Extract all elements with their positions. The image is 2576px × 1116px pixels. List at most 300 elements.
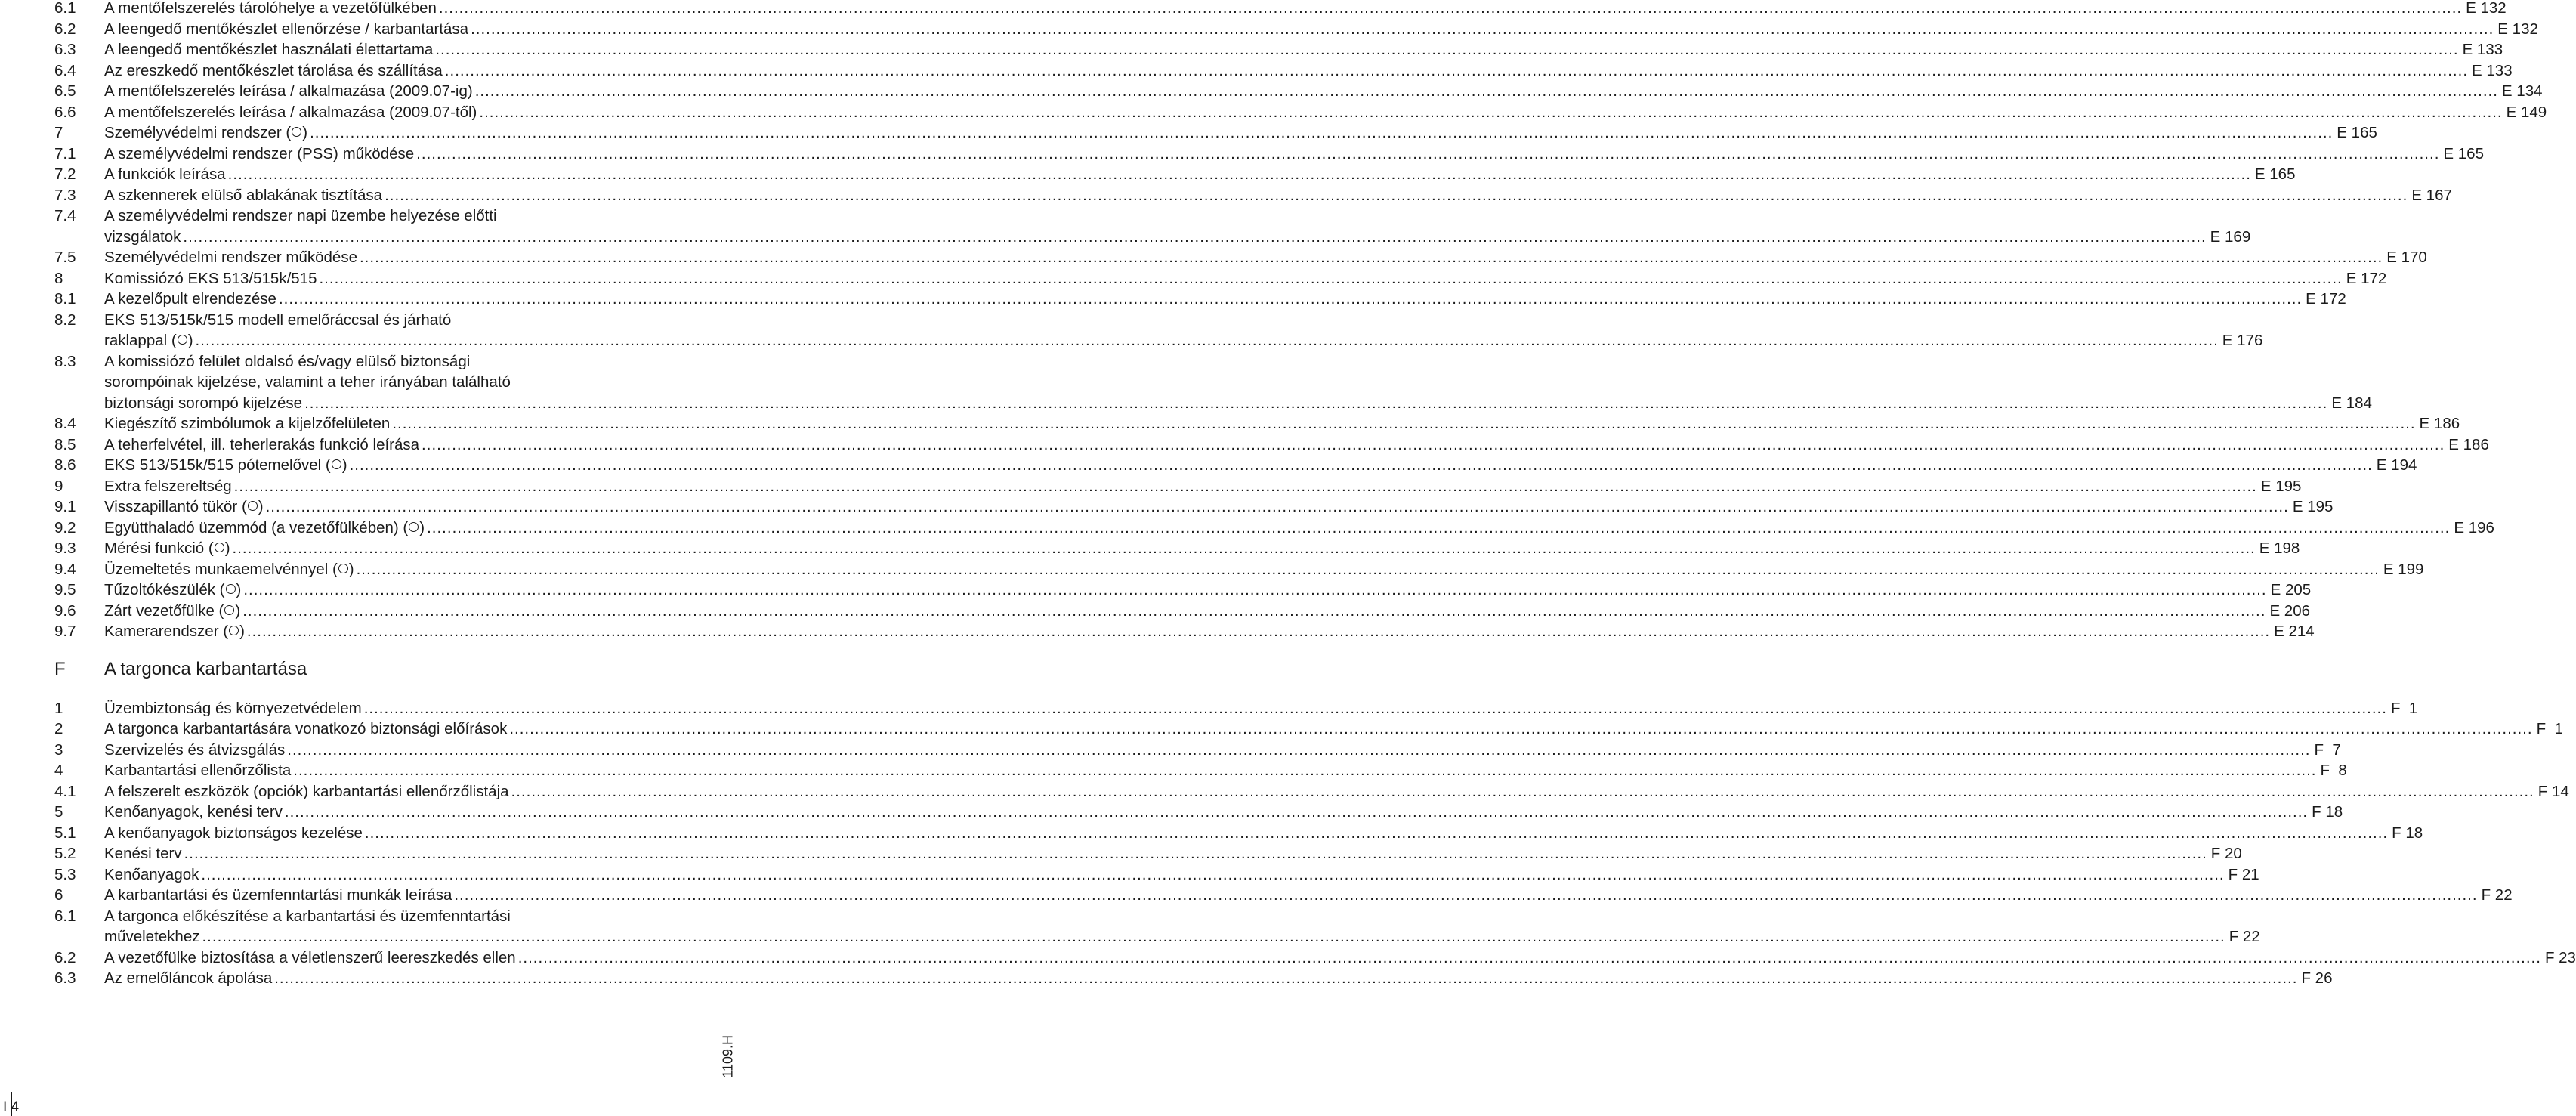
- toc-entry-number: 4: [54, 762, 63, 779]
- toc-entry-page: E 165: [2443, 144, 2484, 162]
- dot-leader: ................................................................................................................................................................................................................................................................................................................................................................................................................: [517, 948, 2541, 966]
- dot-leader: ................................................................................................................................................................................................................................................................................................................................................................................................................: [471, 20, 2494, 38]
- toc-entry-body: [104, 621, 2315, 642]
- table-of-contents: [54, 0, 2576, 989]
- toc-entry-leader-line: [104, 289, 2346, 310]
- toc-entry-leader-line: [104, 885, 2513, 906]
- toc-entry[interactable]: [54, 906, 2260, 948]
- toc-entry-leader-line: [104, 0, 2507, 19]
- toc-entry-page: E 132: [2497, 20, 2538, 38]
- toc-entry[interactable]: [54, 455, 2417, 476]
- toc-entry-page: E 172: [2306, 290, 2346, 308]
- toc-entry-body: [104, 268, 2387, 289]
- toc-entry-number: 6.2: [54, 20, 76, 38]
- toc-entry-page: F 21: [2228, 865, 2259, 883]
- option-circle-icon: [332, 459, 341, 469]
- toc-entry-page: F 22: [2481, 886, 2513, 904]
- toc-entry-number: 5: [54, 803, 63, 821]
- dot-leader: ................................................................................................................................................................................................................................................................................................................................................................................................................: [454, 886, 2478, 904]
- toc-entry-body: [104, 144, 2484, 165]
- toc-entry-page: F 26: [2301, 969, 2333, 987]
- dot-leader: ................................................................................................................................................................................................................................................................................................................................................................................................................: [227, 165, 2251, 183]
- toc-entry-number: 6.3: [54, 969, 76, 987]
- toc-entry-page: E 195: [2292, 498, 2334, 515]
- dot-leader: ................................................................................................................................................................................................................................................................................................................................................................................................................: [511, 782, 2534, 800]
- toc-entry[interactable]: [54, 601, 2311, 622]
- toc-entry-number: 7.4: [54, 207, 76, 224]
- toc-entry-number: 6.1: [54, 0, 76, 17]
- dot-leader: ................................................................................................................................................................................................................................................................................................................................................................................................................: [310, 124, 2334, 141]
- chapter-heading: [54, 659, 678, 680]
- option-circle-icon: [224, 605, 234, 615]
- toc-entry[interactable]: [54, 206, 2251, 247]
- toc-entry-body: [104, 496, 2334, 518]
- toc-entry-title-line: Karbantartási ellenőrzőlista: [104, 762, 292, 779]
- toc-entry-title-line: vizsgálatok: [104, 227, 181, 246]
- toc-entry-title-line: Tűzoltókészülék ( ): [104, 581, 242, 598]
- toc-entry-number: 9: [54, 477, 63, 495]
- toc-entry-title-line: Üzemeltetés munkaemelvénnyel ( ): [104, 560, 354, 578]
- toc-entry[interactable]: [54, 496, 2334, 518]
- toc-entry-number: 6.6: [54, 103, 76, 121]
- dot-leader: ................................................................................................................................................................................................................................................................................................................................................................................................................: [479, 103, 2503, 121]
- toc-entry-title-line: Komissiózó EKS 513/515k/515: [104, 269, 317, 287]
- toc-entry-leader-line: [104, 102, 2547, 123]
- toc-entry-page: E 170: [2386, 249, 2427, 266]
- toc-entry-page: E 196: [2454, 518, 2494, 536]
- toc-entry-title-line: Az ereszkedő mentőkészlet tárolása és szállítása: [104, 61, 443, 79]
- toc-entry-body: [104, 60, 2513, 82]
- toc-entry-leader-line: [104, 144, 2484, 165]
- toc-entry-body: [104, 102, 2547, 123]
- toc-entry-body: [104, 906, 2260, 948]
- toc-entry-page: F 14: [2537, 782, 2569, 800]
- toc-entry-page: E 133: [2472, 61, 2513, 79]
- toc-entry-title-line: Kamerarendszer ( ): [104, 623, 245, 640]
- dot-leader: ................................................................................................................................................................................................................................................................................................................................................................................................................: [363, 699, 2387, 717]
- toc-entry-page: E 186: [2448, 435, 2489, 453]
- toc-entry[interactable]: [54, 102, 2547, 123]
- toc-entry-number: 8.3: [54, 352, 76, 370]
- toc-entry[interactable]: [54, 621, 2315, 642]
- toc-entry-title-line: A teherfelvétel, ill. teherlerakás funkció leírása: [104, 435, 420, 453]
- toc-entry-leader-line: [104, 81, 2543, 102]
- dot-leader: ................................................................................................................................................................................................................................................................................................................................................................................................................: [233, 477, 2257, 495]
- toc-entry-title-line: A kenőanyagok biztonságos kezelése: [104, 824, 363, 842]
- toc-entry[interactable]: [54, 740, 2341, 761]
- toc-entry-body: [104, 948, 2576, 969]
- toc-entry-leader-line: [104, 496, 2334, 518]
- dot-leader: ................................................................................................................................................................................................................................................................................................................................................................................................................: [435, 41, 2459, 58]
- toc-entry-body: [104, 185, 2452, 206]
- toc-entry-number: 6.2: [54, 948, 76, 966]
- toc-entry-title-line: Szervizelés és átvizsgálás: [104, 740, 286, 759]
- toc-entry-page: E 195: [2260, 477, 2302, 495]
- toc-entry-body: [104, 802, 2343, 823]
- chapter-letter: F: [54, 658, 66, 679]
- toc-entry-number: 7.3: [54, 186, 76, 204]
- toc-entry-number: 9.3: [54, 539, 76, 557]
- toc-entry-leader-line: [104, 268, 2387, 289]
- toc-entry-page: E 194: [2376, 456, 2417, 474]
- toc-entry-number: 6.5: [54, 82, 76, 100]
- dot-leader: ................................................................................................................................................................................................................................................................................................................................................................................................................: [246, 623, 2271, 640]
- option-circle-icon: [226, 584, 236, 594]
- toc-entry-leader-line: [104, 413, 2460, 434]
- toc-entry-number: 1: [54, 699, 63, 717]
- toc-entry[interactable]: [54, 268, 2387, 289]
- toc-entry-leader-line: [104, 601, 2311, 622]
- dot-leader: ................................................................................................................................................................................................................................................................................................................................................................................................................: [509, 720, 2533, 737]
- toc-entry-leader-line: [104, 476, 2302, 497]
- toc-entry[interactable]: [54, 185, 2452, 206]
- toc-entry-title-line: Üzembiztonság és környezetvédelem: [104, 699, 362, 717]
- toc-entry-title-line: A komissiózó felület oldalsó és/vagy elülső biztonsági: [104, 352, 471, 370]
- toc-entry-body: [104, 843, 2242, 864]
- toc-entry-title-line: A mentőfelszerelés leírása / alkalmazása (2009.07-től): [104, 103, 477, 121]
- toc-entry-number: 6.4: [54, 61, 76, 79]
- toc-entry-title-line: Személyvédelmi rendszer működése: [104, 249, 357, 266]
- toc-entry[interactable]: [54, 538, 2300, 559]
- toc-entry-number: 7: [54, 124, 63, 141]
- toc-entry-title-line: Kiegészítő szimbólumok a kijelzőfelületen: [104, 415, 391, 432]
- toc-entry[interactable]: [54, 351, 2372, 414]
- toc-entry-leader-line: [104, 122, 2377, 144]
- toc-entry[interactable]: [54, 823, 2423, 844]
- toc-entry[interactable]: [54, 19, 2538, 40]
- toc-entry[interactable]: [54, 802, 2343, 823]
- toc-entry[interactable]: [54, 864, 2259, 886]
- dot-leader: ................................................................................................................................................................................................................................................................................................................................................................................................................: [359, 249, 2383, 266]
- toc-entry-number: 8.5: [54, 435, 76, 453]
- toc-entry-leader-line: [104, 559, 2424, 580]
- toc-entry[interactable]: [54, 81, 2543, 102]
- toc-entry-title-line: Visszapillantó tükör ( ): [104, 498, 264, 515]
- toc-entry[interactable]: [54, 434, 2489, 456]
- toc-entry[interactable]: [54, 144, 2484, 165]
- toc-entry-title-line: A kezelőpult elrendezése: [104, 290, 276, 308]
- toc-entry-page: E 214: [2274, 623, 2315, 640]
- toc-entry-title-line: EKS 513/515k/515 pótemelővel ( ): [104, 456, 347, 474]
- toc-entry-page: E 198: [2259, 539, 2300, 557]
- toc-entry-page: F 8: [2320, 762, 2347, 779]
- toc-entry-leader-line: [104, 518, 2494, 539]
- toc-entry-leader-line: [104, 247, 2427, 268]
- toc-entry-leader-line: [104, 621, 2315, 642]
- dot-leader: ................................................................................................................................................................................................................................................................................................................................................................................................................: [438, 0, 2463, 17]
- toc-entry-body: [104, 968, 2333, 989]
- toc-entry-title-line: Extra felszereltség: [104, 477, 232, 495]
- toc-entry-leader-line: [104, 393, 2372, 414]
- toc-entry[interactable]: [54, 164, 2296, 185]
- toc-entry-body: [104, 601, 2311, 622]
- option-circle-icon: [292, 127, 301, 137]
- toc-entry-body: [104, 538, 2300, 559]
- dot-leader: ................................................................................................................................................................................................................................................................................................................................................................................................................: [232, 539, 2256, 557]
- toc-entry-leader-line: [104, 864, 2259, 886]
- dot-leader: ................................................................................................................................................................................................................................................................................................................................................................................................................: [183, 227, 2207, 246]
- toc-entry-title-line: A személyvédelmi rendszer napi üzembe helyezése előtti: [104, 207, 497, 224]
- toc-entry-page: E 176: [2222, 332, 2263, 349]
- dot-leader: ................................................................................................................................................................................................................................................................................................................................................................................................................: [349, 456, 2373, 474]
- toc-entry-body: [104, 39, 2503, 60]
- option-circle-icon: [178, 335, 187, 345]
- toc-entry-page: F 23: [2544, 948, 2576, 966]
- toc-entry-title-line: A targonca előkészítése a karbantartási és üzemfenntartási: [104, 907, 511, 925]
- toc-entry-leader-line: [104, 330, 2263, 351]
- toc-entry-title-line: biztonsági sorompó kijelzése: [104, 394, 303, 412]
- chapter-title: A targonca karbantartása: [104, 658, 307, 679]
- toc-entry-number: 7.1: [54, 144, 76, 162]
- toc-entry[interactable]: [54, 580, 2312, 601]
- option-circle-icon: [409, 522, 419, 532]
- toc-entry-leader-line: [104, 968, 2333, 989]
- dot-leader: ................................................................................................................................................................................................................................................................................................................................................................................................................: [416, 144, 2440, 162]
- toc-entry-number: 8.2: [54, 311, 76, 329]
- toc-entry-leader-line: [104, 164, 2296, 185]
- toc-entry-number: 7.2: [54, 165, 76, 183]
- toc-entry-leader-line: [104, 948, 2576, 969]
- toc-entry-page: F 1: [2390, 699, 2418, 717]
- toc-entry-number: 8: [54, 269, 63, 287]
- toc-entry-title-line: Személyvédelmi rendszer ( ): [104, 124, 308, 141]
- toc-entry-body: [104, 580, 2312, 601]
- toc-entry-page: E 186: [2419, 415, 2460, 432]
- toc-entry[interactable]: [54, 781, 2569, 802]
- toc-entry-title-line: A targonca karbantartására vonatkozó biztonsági előírások: [104, 720, 508, 737]
- toc-entry-title-line: Kenőanyagok, kenési terv: [104, 803, 283, 821]
- toc-entry[interactable]: [54, 948, 2576, 969]
- toc-entry-leader-line: [104, 926, 2260, 948]
- toc-entry-body: [104, 781, 2569, 802]
- toc-entry[interactable]: [54, 122, 2377, 144]
- toc-entry-body: [104, 310, 2263, 351]
- toc-entry-title-line: Zárt vezetőfülke ( ): [104, 601, 241, 620]
- toc-entry[interactable]: [54, 60, 2513, 82]
- dot-leader: ................................................................................................................................................................................................................................................................................................................................................................................................................: [304, 394, 2328, 412]
- toc-section-f: [54, 698, 2576, 989]
- toc-entry-title-line: A leengedő mentőkészlet használati élettartama: [104, 41, 434, 58]
- toc-entry-title-line: A leengedő mentőkészlet ellenőrzése / karbantartása: [104, 20, 469, 38]
- toc-entry-number: 4.1: [54, 782, 76, 800]
- option-circle-icon: [248, 501, 258, 511]
- toc-entry-title-line: EKS 513/515k/515 modell emelőráccsal és járható: [104, 311, 452, 329]
- toc-entry-number: 8.1: [54, 290, 76, 308]
- toc-entry-number: 8.6: [54, 456, 76, 474]
- toc-entry-body: [104, 0, 2507, 19]
- dot-leader: ................................................................................................................................................................................................................................................................................................................................................................................................................: [243, 581, 2267, 598]
- toc-entry[interactable]: [54, 885, 2513, 906]
- toc-entry-page: E 184: [2331, 394, 2372, 412]
- dot-leader: ................................................................................................................................................................................................................................................................................................................................................................................................................: [201, 865, 2225, 883]
- toc-entry-leader-line: [104, 580, 2312, 601]
- toc-entry-body: [104, 518, 2494, 539]
- toc-entry-body: [104, 434, 2489, 456]
- dot-leader: ................................................................................................................................................................................................................................................................................................................................................................................................................: [195, 332, 2219, 349]
- dot-leader: ................................................................................................................................................................................................................................................................................................................................................................................................................: [284, 803, 2309, 821]
- dot-leader: ................................................................................................................................................................................................................................................................................................................................................................................................................: [278, 290, 2303, 308]
- option-circle-icon: [338, 564, 348, 573]
- dot-leader: ................................................................................................................................................................................................................................................................................................................................................................................................................: [274, 969, 2298, 987]
- toc-entry-body: [104, 864, 2259, 886]
- toc-entry-number: 9.6: [54, 601, 76, 620]
- toc-entry-page: F 20: [2210, 845, 2242, 862]
- toc-entry-leader-line: [104, 781, 2569, 802]
- toc-entry-number: 2: [54, 720, 63, 737]
- toc-entry-leader-line: [104, 760, 2347, 781]
- dot-leader: ................................................................................................................................................................................................................................................................................................................................................................................................................: [202, 928, 2225, 945]
- toc-entry[interactable]: [54, 719, 2563, 740]
- toc-entry-leader-line: [104, 455, 2417, 476]
- toc-entry-body: [104, 351, 2372, 414]
- toc-entry-body: [104, 122, 2377, 144]
- dot-leader: ................................................................................................................................................................................................................................................................................................................................................................................................................: [422, 435, 2445, 453]
- toc-entry-page: E 165: [2337, 124, 2377, 141]
- toc-entry[interactable]: [54, 289, 2346, 310]
- toc-entry-title-line: Kenési terv: [104, 845, 182, 862]
- toc-entry[interactable]: [54, 843, 2242, 864]
- toc-entry-number: 5.3: [54, 865, 76, 883]
- toc-entry-title-line: A személyvédelmi rendszer (PSS) működése: [104, 144, 415, 162]
- toc-entry[interactable]: [54, 310, 2263, 351]
- toc-entry-page: E 172: [2346, 269, 2387, 287]
- page-number: I 4: [3, 1099, 20, 1115]
- toc-entry-page: E 134: [2501, 82, 2543, 100]
- dot-leader: ................................................................................................................................................................................................................................................................................................................................................................................................................: [385, 186, 2408, 204]
- toc-entry[interactable]: [54, 247, 2427, 268]
- toc-entry-page: E 206: [2269, 601, 2311, 620]
- toc-entry-number: 6.3: [54, 41, 76, 58]
- dot-leader: ................................................................................................................................................................................................................................................................................................................................................................................................................: [444, 61, 2469, 79]
- dot-leader: ................................................................................................................................................................................................................................................................................................................................................................................................................: [319, 269, 2343, 287]
- toc-entry-number: 9.7: [54, 623, 76, 640]
- toc-entry-number: 9.2: [54, 518, 76, 536]
- toc-entry-page: F 18: [2312, 803, 2343, 821]
- toc-entry-number: 9.1: [54, 498, 76, 515]
- toc-entry[interactable]: [54, 413, 2460, 434]
- dot-leader: ................................................................................................................................................................................................................................................................................................................................................................................................................: [427, 518, 2451, 536]
- toc-entry-title-line: műveletekhez: [104, 928, 200, 945]
- toc-entry-body: [104, 760, 2347, 781]
- toc-entry-leader-line: [104, 538, 2300, 559]
- toc-entry-body: [104, 81, 2543, 102]
- toc-entry-page: F 22: [2229, 928, 2260, 945]
- toc-entry-body: [104, 885, 2513, 906]
- toc-entry-number: 9.5: [54, 581, 76, 598]
- toc-entry-number: 7.5: [54, 249, 76, 266]
- toc-entry-number: 5.2: [54, 845, 76, 862]
- toc-entry-body: [104, 247, 2427, 268]
- toc-entry-page: E 165: [2254, 165, 2296, 183]
- dot-leader: ................................................................................................................................................................................................................................................................................................................................................................................................................: [474, 82, 2498, 100]
- toc-entry-number: 6.1: [54, 907, 76, 925]
- toc-entry-page: F 7: [2314, 740, 2341, 759]
- toc-entry-number: 3: [54, 740, 63, 759]
- toc-entry-body: [104, 455, 2417, 476]
- toc-entry-leader-line: [104, 698, 2418, 719]
- toc-entry-page: E 133: [2462, 41, 2503, 58]
- toc-entry-page: E 149: [2506, 103, 2547, 121]
- toc-section-e: [54, 0, 2547, 642]
- toc-entry[interactable]: [54, 559, 2424, 580]
- toc-entry-body: [104, 476, 2302, 497]
- toc-entry-title-line: sorompóinak kijelzése, valamint a teher irányában található: [104, 373, 511, 391]
- toc-entry-leader-line: [104, 39, 2503, 60]
- toc-entry-leader-line: [104, 227, 2251, 248]
- toc-entry-body: [104, 206, 2251, 247]
- toc-entry-title-line: A karbantartási és üzemfenntartási munkák leírása: [104, 886, 452, 904]
- toc-entry-body: [104, 19, 2538, 40]
- option-circle-icon: [215, 543, 224, 552]
- toc-entry[interactable]: [54, 39, 2503, 60]
- toc-entry-leader-line: [104, 740, 2341, 761]
- dot-leader: ................................................................................................................................................................................................................................................................................................................................................................................................................: [265, 498, 2289, 515]
- toc-entry-number: 8.4: [54, 415, 76, 432]
- document-code: 1109.H: [721, 1035, 736, 1078]
- toc-entry-leader-line: [104, 719, 2563, 740]
- toc-entry-body: [104, 698, 2418, 719]
- toc-entry-number: 5.1: [54, 824, 76, 842]
- toc-entry-number: 6: [54, 886, 63, 904]
- toc-entry[interactable]: [54, 518, 2494, 539]
- toc-entry-leader-line: [104, 434, 2489, 456]
- toc-entry-title-line: A vezetőfülke biztosítása a véletlenszerű leereszkedés ellen: [104, 948, 516, 966]
- dot-leader: ................................................................................................................................................................................................................................................................................................................................................................................................................: [293, 762, 2317, 779]
- toc-entry[interactable]: [54, 968, 2333, 989]
- toc-entry-title-line: A felszerelt eszközök (opciók) karbantartási ellenőrzőlistája: [104, 782, 509, 800]
- toc-entry-title-line: raklappal ( ): [104, 332, 193, 349]
- toc-entry-leader-line: [104, 823, 2423, 844]
- dot-leader: ................................................................................................................................................................................................................................................................................................................................................................................................................: [392, 415, 2416, 432]
- toc-entry-page: F 18: [2392, 824, 2423, 842]
- toc-entry-body: [104, 289, 2346, 310]
- toc-entry-title-line: Együtthaladó üzemmód (a vezetőfülkében) ( ): [104, 518, 425, 536]
- toc-entry[interactable]: [54, 698, 2418, 719]
- dot-leader: ................................................................................................................................................................................................................................................................................................................................................................................................................: [287, 740, 2311, 759]
- toc-entry-title-line: A mentőfelszerelés leírása / alkalmazása (2009.07-ig): [104, 82, 473, 100]
- option-circle-icon: [229, 626, 239, 635]
- toc-entry-page: E 167: [2411, 186, 2452, 204]
- toc-entry-body: [104, 740, 2341, 761]
- dot-leader: ................................................................................................................................................................................................................................................................................................................................................................................................................: [364, 824, 2389, 842]
- toc-entry-page: E 199: [2383, 560, 2424, 578]
- dot-leader: ................................................................................................................................................................................................................................................................................................................................................................................................................: [356, 560, 2380, 578]
- toc-entry-leader-line: [104, 843, 2242, 864]
- dot-leader: ................................................................................................................................................................................................................................................................................................................................................................................................................: [242, 601, 2266, 620]
- toc-entry-page: E 132: [2466, 0, 2507, 17]
- toc-entry[interactable]: [54, 476, 2302, 497]
- toc-entry[interactable]: [54, 760, 2347, 781]
- toc-entry-title-line: Az emelőláncok ápolása: [104, 969, 273, 987]
- toc-entry-leader-line: [104, 60, 2513, 82]
- toc-entry-leader-line: [104, 802, 2343, 823]
- toc-entry-title-line: A mentőfelszerelés tárolóhelye a vezetőfülkében: [104, 0, 437, 17]
- toc-entry-page: F 1: [2536, 720, 2563, 737]
- toc-entry-title-line: A funkciók leírása: [104, 165, 226, 183]
- toc-entry-leader-line: [104, 19, 2538, 40]
- dot-leader: ................................................................................................................................................................................................................................................................................................................................................................................................................: [184, 845, 2207, 862]
- toc-entry-title-line: A szkennerek elülső ablakának tisztítása: [104, 186, 383, 204]
- toc-entry-title-line: Kenőanyagok: [104, 865, 199, 883]
- toc-entry-body: [104, 823, 2423, 844]
- toc-entry-page: E 205: [2270, 581, 2312, 598]
- toc-entry-body: [104, 719, 2563, 740]
- toc-entry[interactable]: [54, 0, 2507, 19]
- toc-entry-title-line: Mérési funkció ( ): [104, 539, 230, 557]
- toc-entry-body: [104, 413, 2460, 434]
- toc-entry-body: [104, 164, 2296, 185]
- toc-entry-leader-line: [104, 185, 2452, 206]
